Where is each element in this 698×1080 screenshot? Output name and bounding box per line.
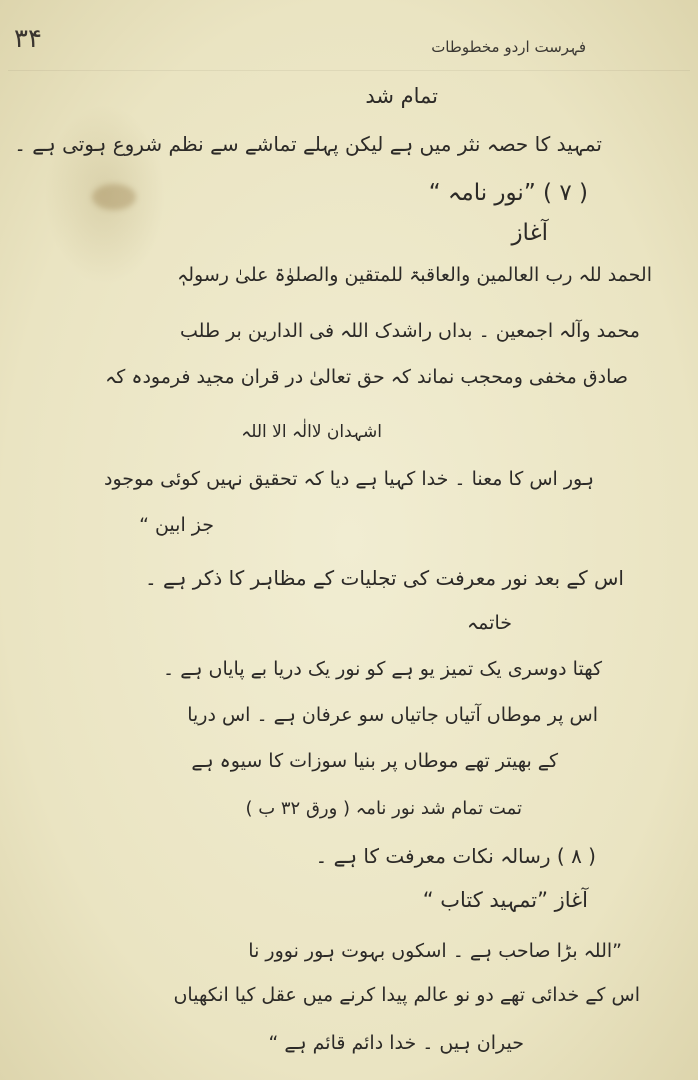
line-4-heading: آغاز <box>511 220 548 246</box>
page-number: ۳۴ <box>14 24 42 54</box>
line-3-item-heading: ( ۷ ) ”نور نامہ “ <box>428 180 588 206</box>
faint-rule <box>8 70 690 71</box>
line-5: الحمد للہ رب العالمین والعاقبۃ للمتقین والصلوٰۃ علیٰ رسولہٖ <box>177 264 652 286</box>
running-header: فہرست اردو مخطوطات <box>431 38 586 56</box>
line-18: آغاز ”تمہید کتاب “ <box>422 888 588 912</box>
line-16: تمت تمام شد نور نامہ ( ورق ۳۲ ب ) <box>245 798 522 819</box>
line-10: جز ابین “ <box>139 514 214 536</box>
line-19: ”اللہ بڑا صاحب ہے ۔ اسکوں بہوت ہور نوور نا <box>248 940 622 962</box>
line-17: ( ۸ ) رسالہ نکات معرفت کا ہے ۔ <box>315 844 596 868</box>
line-21: حیران ہیں ۔ خدا دائم قائم ہے “ <box>268 1032 524 1054</box>
line-2: تمہید کا حصہ نثر میں ہے لیکن پہلے تماشے سے نظم شروع ہوتی ہے ۔ <box>14 132 602 156</box>
line-20: اس کے خدائی تھے دو نو عالم پیدا کرنے میں عقل کیا انکھیاں <box>173 984 640 1006</box>
line-6: محمد وآلہ اجمعین ۔ بداں راشدک اللہ فی الدارین بر طلب <box>179 320 640 342</box>
line-11: اس کے بعد نور معرفت کی تجلیات کے مظاہر کا ذکر ہے ۔ <box>144 566 624 590</box>
line-7: صادق مخفی ومحجب نماند کہ حق تعالیٰ در قران مجید فرمودہ کہ <box>105 366 628 388</box>
line-13: کھتا دوسری یک تمیز یو ہے کو نور یک دریا بے پایاں ہے ۔ <box>163 658 602 680</box>
line-12-heading: خاتمہ <box>467 612 512 634</box>
line-15: کے بھیتر تھے موطاں پر بنیا سوزات کا سیوہ ہے <box>191 750 558 772</box>
line-8: اشہدان لاالٰہ الا اللہ <box>241 422 382 442</box>
line-14: اس پر موطاں آتیاں جاتیاں سو عرفان ہے ۔ اس دریا <box>187 704 598 726</box>
line-1: تمام شد <box>365 84 438 108</box>
line-9: ہور اس کا معنا ۔ خدا کہیا ہے دیا کہ تحقیق نہیں کوئی موجود <box>104 468 594 490</box>
ink-stain <box>92 184 136 210</box>
